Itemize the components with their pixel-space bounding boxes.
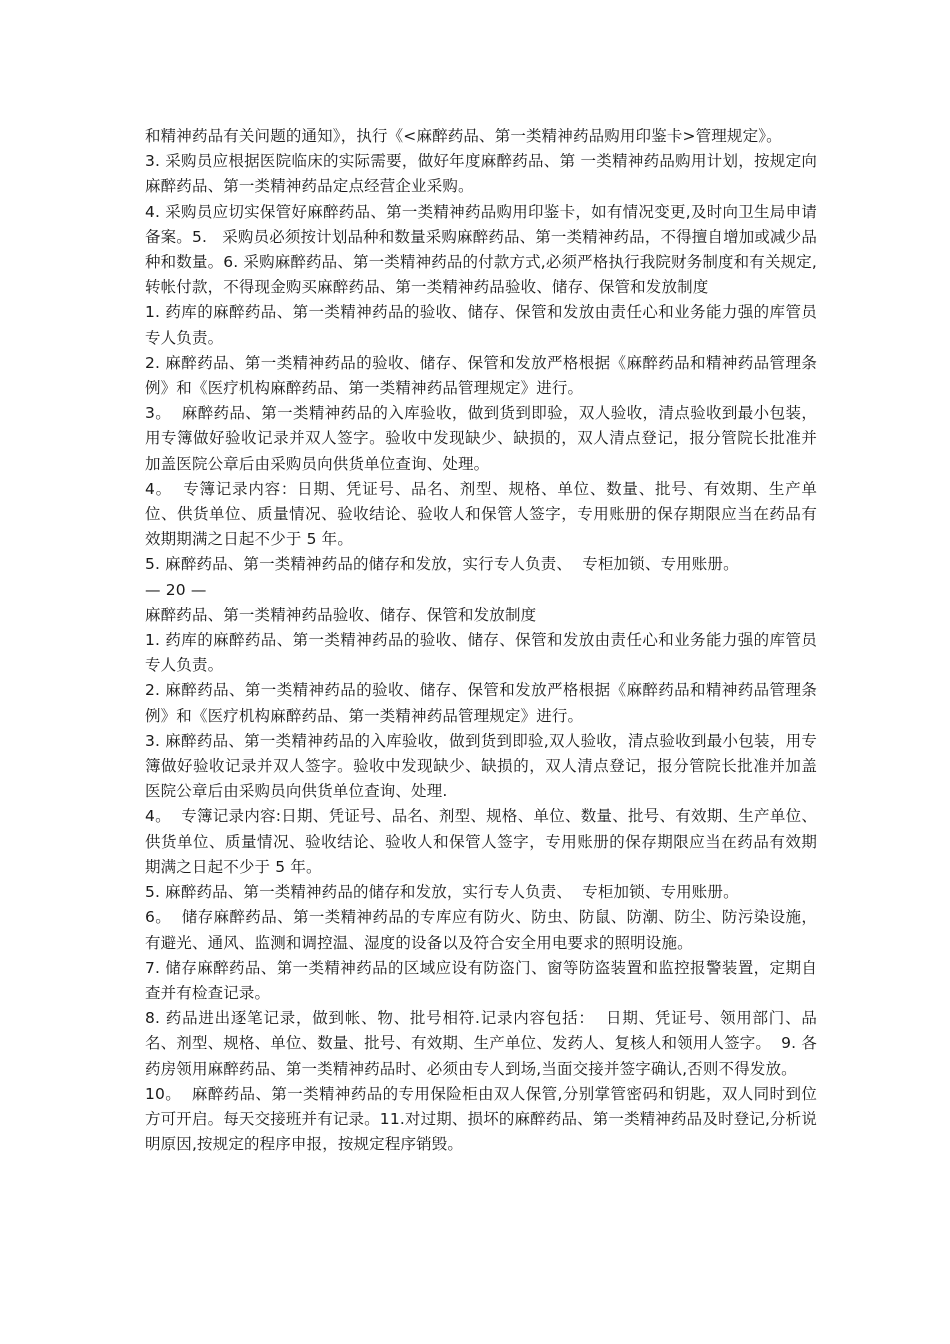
- paragraph-item-1: 1. 药库的麻醉药品、第一类精神药品的验收、储存、保管和发放由责任心和业务能力强的库管员专人负责。: [145, 303, 817, 347]
- paragraph-item-4-repeat: 4。 专簿记录内容:日期、凭证号、品名、剂型、规格、单位、数量、批号、有效期、生产单位、供货单位、质量情况、验收结论、验收人和保管人签字，专用账册的保存期限应当在药品有效期期满之日起不少于 5 年。: [145, 807, 817, 876]
- paragraph-item-4: 4。 专簿记录内容：日期、凭证号、品名、剂型、规格、单位、数量、批号、有效期、生产单位、供货单位、质量情况、验收结论、验收人和保管人签字，专用账册的保存期限应当在药品有效期期满之日起不少于 5 年。: [145, 479, 817, 549]
- paragraph-item-2-repeat: 2. 麻醉药品、第一类精神药品的验收、储存、保管和发放严格根据《麻醉药品和精神药品管理条例》和《医疗机构麻醉药品、第一类精神药品管理规定》进行。: [145, 681, 817, 725]
- paragraph-item-3: 3。 麻醉药品、第一类精神药品的入库验收，做到货到即验，双人验收，清点验收到最小包装，用专簿做好验收记录并双人签字。验收中发现缺少、缺损的，双人清点登记，报分管院长批准并加盖医院公章后由采购员向供货单位查询、处理。: [145, 404, 817, 473]
- paragraph-item-6: 6。 储存麻醉药品、第一类精神药品的专库应有防火、防虫、防鼠、防潮、防尘、防污染设施，有避光、通风、监测和调控温、湿度的设备以及符合安全用电要求的照明设施。: [145, 908, 817, 952]
- paragraph-purchase-plan: 3. 采购员应根据医院临床的实际需要，做好年度麻醉药品、第 一类精神药品购用计划，按规定向麻醉药品、第一类精神药品定点经营企业采购。: [145, 152, 817, 196]
- document-page: [145, 124, 817, 1157]
- page-number: — 20 —: [145, 580, 207, 599]
- paragraph-purchase-rules: 4. 采购员应切实保管好麻醉药品、第一类精神药品购用印鉴卡，如有情况变更,及时向卫生局申请备案。5. 采购员必须按计划品种和数量采购麻醉药品、第一类精神药品，不得擅自增加或减少品种和数量。6. 采购麻醉药品、第一类精神药品的付款方式,必须严格执行我院财务制度和有关规定,转帐付款，不得现金购买麻醉药品、第一类精神药品验收、储存、保管和发放制度: [145, 202, 817, 297]
- paragraph-item-1-repeat: 1. 药库的麻醉药品、第一类精神药品的验收、储存、保管和发放由责任心和业务能力强的库管员专人负责。: [145, 631, 817, 675]
- paragraph-item-8-9: 8. 药品进出逐笔记录，做到帐、物、批号相符.记录内容包括： 日期、凭证号、领用部门、品名、剂型、规格、单位、数量、批号、有效期、生产单位、发药人、复核人和领用人签字。 9. 各药房领用麻醉药品、第一类精神药品时、必须由专人到场,当面交接并签字确认,否则不得发放。: [145, 1009, 817, 1078]
- paragraph-item-5: 5. 麻醉药品、第一类精神药品的储存和发放，实行专人负责、 专柜加锁、专用账册。: [145, 555, 739, 574]
- paragraph-item-3-repeat: 3. 麻醉药品、第一类精神药品的入库验收，做到货到即验,双人验收，清点验收到最小包装，用专簿做好验收记录并双人签字。验收中发现缺少、缺损的，双人清点登记，报分管院长批准并加盖医院公章后由采购员向供货单位查询、处理.: [145, 731, 817, 801]
- paragraph-item-7: 7. 储存麻醉药品、第一类精神药品的区域应设有防盗门、窗等防盗装置和监控报警装置，定期自查并有检查记录。: [145, 958, 817, 1002]
- paragraph-item-5-repeat: 5. 麻醉药品、第一类精神药品的储存和发放，实行专人负责、 专柜加锁、专用账册。: [145, 883, 739, 902]
- paragraph-item-2: 2. 麻醉药品、第一类精神药品的验收、储存、保管和发放严格根据《麻醉药品和精神药品管理条例》和《医疗机构麻醉药品、第一类精神药品管理规定》进行。: [145, 353, 817, 398]
- paragraph-notice-tail: 和精神药品有关问题的通知》，执行《<麻醉药品、第一类精神药品购用印鉴卡>管理规定》。: [145, 127, 782, 145]
- paragraph-item-10-11: 10。 麻醉药品、第一类精神药品的专用保险柜由双人保管,分别掌管密码和钥匙，双人同时到位方可开启。每天交接班并有记录。11.对过期、损坏的麻醉药品、第一类精神药品及时登记,分析说明原因,按规定的程序申报，按规定程序销毁。: [145, 1084, 817, 1154]
- section-heading: 麻醉药品、第一类精神药品验收、储存、保管和发放制度: [145, 605, 537, 624]
